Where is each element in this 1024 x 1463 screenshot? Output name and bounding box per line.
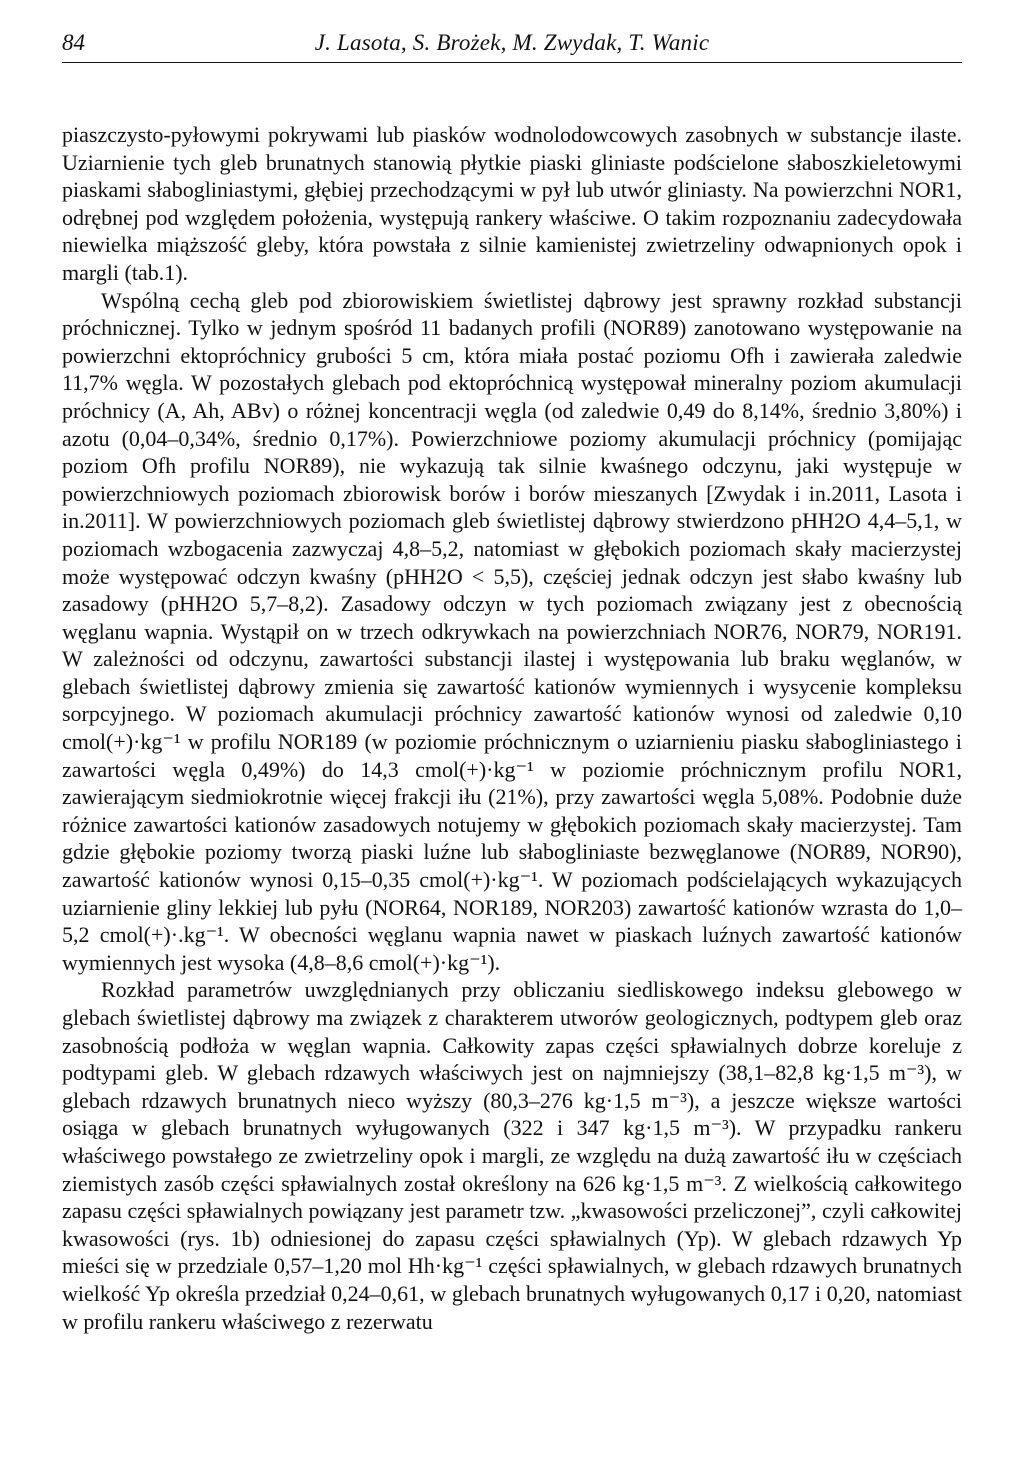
running-header-authors: J. Lasota, S. Brożek, M. Zwydak, T. Wanic — [314, 30, 710, 55]
paragraph-1: piaszczysto-pyłowymi pokrywami lub piasków wodnolodowcowych zasobnych w substancje ilaste. Uziarnienie tych gleb brunatnych stanowią płytkie piaski gliniaste podścielone słaboszkieletowymi piaskami słabogliniastymi, głębiej przechodzącymi w pył lub utwór gliniasty. Na powierzchni NOR1, odrębnej pod względem położenia, występują rankery właściwe. O takim rozpoznaniu zadecydowała niewielka miąższość gleby, która powstała z silnie kamienistej zwietrzeliny odwapnionych opok i margli (tab.1). — [62, 122, 962, 285]
page-number: 84 — [62, 30, 85, 55]
paragraph-3: Rozkład parametrów uwzględnianych przy obliczaniu siedliskowego indeksu glebowego w glebach świetlistej dąbrowy ma związek z charakterem utworów geologicznych, podtypem gleb oraz zasobnością podłoża w węglan wapnia. Całkowity zapas części spławialnych dobrze koreluje z podtypami gleb. W glebach rdzawych właściwych jest on najmniejszy (38,1–82,8 kg·1,5 m⁻³), w glebach rdzawych brunatnych nieco wyższy (80,3–276 kg·1,5 m⁻³), a jeszcze większe wartości osiąga w glebach brunatnych wyługowanych (322 i 347 kg·1,5 m⁻³). W przypadku rankeru właściwego powstałego ze zwietrzeliny opok i margli, ze względu na dużą zawartość iłu w częściach ziemistych zasób części spławialnych został określony na 626 kg·1,5 m⁻³. Z wielkością całkowitego zapasu części spławialnych powiązany jest parametr tzw. „kwasowości przeliczonej”, czyli całkowitej kwasowości (rys. 1b) odniesionej do zapasu części spławialnych (Yp). W glebach rdzawych Yp mieści się w przedziale 0,57–1,20 mol Hh·kg⁻¹ części spławialnych, w glebach rdzawych brunatnych wielkość Yp określa przedział 0,24–0,61, w glebach brunatnych wyługowanych 0,17 i 0,20, natomiast w profilu rankeru właściwego z rezerwatu — [62, 977, 962, 1334]
document-page — [62, 28, 962, 1335]
body-text — [62, 121, 962, 1335]
running-header — [62, 28, 962, 63]
paragraph-2: Wspólną cechą gleb pod zbiorowiskiem świetlistej dąbrowy jest sprawny rozkład substancji próchnicznej. Tylko w jednym spośród 11 badanych profili (NOR89) zanotowano występowanie na powierzchni ektopróchnicy grubości 5 cm, która miała postać poziomu Ofh i zawierała zaledwie 11,7% węgla. W pozostałych glebach pod ektopróchnicą występował mineralny poziom akumulacji próchnicy (A, Ah, ABv) o różnej koncentracji węgla (od zaledwie 0,49 do 8,14%, średnio 3,80%) i azotu (0,04–0,34%, średnio 0,17%). Powierzchniowe poziomy akumulacji próchnicy (pomijając poziom Ofh profilu NOR89), nie wykazują tak silnie kwaśnego odczynu, jaki występuje w powierzchniowych poziomach zbiorowisk borów i borów mieszanych [Zwydak i in.2011, Lasota i in.2011]. W powierzchniowych poziomach gleb świetlistej dąbrowy stwierdzono pHH2O 4,4–5,1, w poziomach wzbogacenia zazwyczaj 4,8–5,2, natomiast w głębokich poziomach skały macierzystej może występować odczyn kwaśny (pHH2O < 5,5), częściej jednak odczyn jest słabo kwaśny lub zasadowy (pHH2O 5,7–8,2). Zasadowy odczyn w tych poziomach związany jest z obecnością węglanu wapnia. Wystąpił on w trzech odkrywkach na powierzchniach NOR76, NOR79, NOR191. W zależności od odczynu, zawartości substancji ilastej i występowania lub braku węglanów, w glebach świetlistej dąbrowy zmienia się zawartość kationów wymiennych i wysycenie kompleksu sorpcyjnego. W poziomach akumulacji próchnicy zawartość kationów wynosi od zaledwie 0,10 cmol(+)·kg⁻¹ w profilu NOR189 (w poziomie próchnicznym o uziarnieniu piasku słabogliniastego i zawartości węgla 0,49%) do 14,3 cmol(+)·kg⁻¹ w poziomie próchnicznym profilu NOR1, zawierającym siedmiokrotnie więcej frakcji iłu (21%), przy zawartości węgla 5,08%. Podobnie duże różnice zawartości kationów zasadowych notujemy w głębokich poziomach skały macierzystej. Tam gdzie głębokie poziomy tworzą piaski luźne lub słabogliniaste bezwęglanowe (NOR89, NOR90), zawartość kationów wynosi 0,15–0,35 cmol(+)·kg⁻¹. W poziomach podścielających wykazujących uziarnienie gliny lekkiej lub pyłu (NOR64, NOR189, NOR203) zawartość kationów wzrasta do 1,0–5,2 cmol(+)·.kg⁻¹. W obecności węglanu wapnia nawet w piaskach luźnych zawartość kationów wymiennych jest wysoka (4,8–8,6 cmol(+)·kg⁻¹). — [62, 287, 962, 975]
